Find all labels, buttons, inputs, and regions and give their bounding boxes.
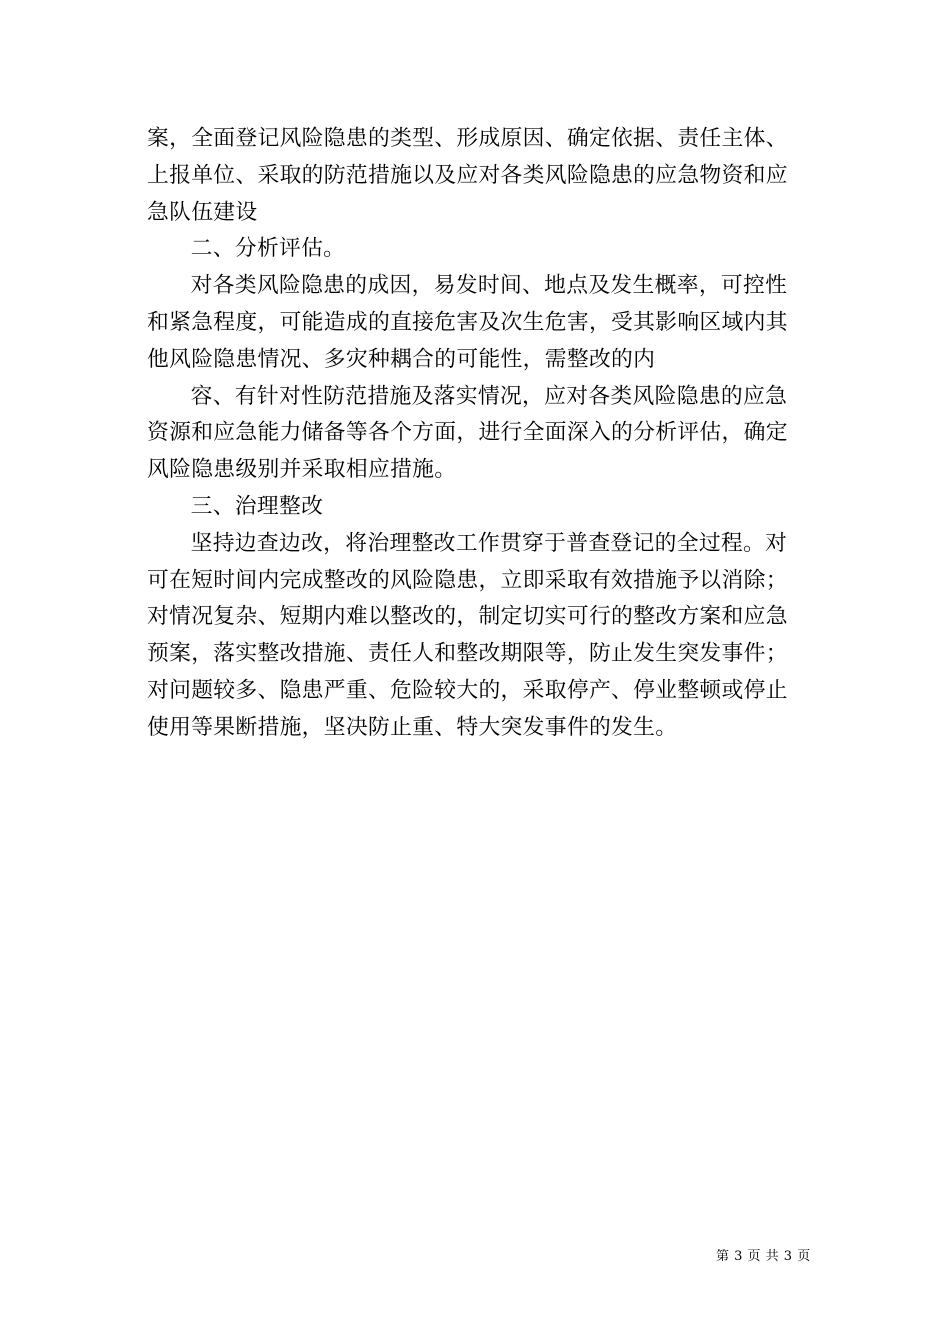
- text-line: 二、分析评估。: [190, 236, 346, 262]
- page-number-footer: 第 3 页 共 3 页: [716, 1249, 811, 1264]
- text-line: 案，全面登记风险隐患的类型、形成原因、确定依据、责任主体、: [147, 126, 788, 151]
- text-line: 坚持边查边改，将治理整改工作贯穿于普查登记的全过程。对: [190, 530, 788, 556]
- text-line: 对问题较多、隐患严重、危险较大的，采取停产、停业整顿或停止: [147, 677, 788, 703]
- text-line: 容、有针对性防范措施及落实情况，应对各类风险隐患的应急: [190, 383, 788, 409]
- text-line: 可在短时间内完成整改的风险隐患，立即采取有效措施予以消除；: [147, 567, 788, 593]
- text-line: 使用等果断措施，坚决防止重、特大突发事件的发生。: [147, 714, 678, 740]
- text-line: 预案，落实整改措施、责任人和整改期限等，防止发生突发事件；: [147, 641, 788, 667]
- text-line: 对情况复杂、短期内难以整改的，制定切实可行的整改方案和应急: [147, 604, 788, 630]
- text-line: 他风险隐患情况、多灾种耦合的可能性，需整改的内: [147, 346, 656, 372]
- text-line: 对各类风险隐患的成因，易发时间、地点及发生概率，可控性: [190, 273, 788, 299]
- document-body: [147, 121, 807, 747]
- text-line: 和紧急程度，可能造成的直接危害及次生危害，受其影响区域内其: [147, 309, 788, 335]
- text-line: 三、治理整改: [190, 493, 324, 519]
- text-line: 资源和应急能力储备等各个方面，进行全面深入的分析评估，确定: [147, 420, 788, 446]
- text-line: 急队伍建设: [147, 199, 258, 225]
- text-line: 风险隐患级别并采取相应措施。: [147, 457, 457, 483]
- text-line: 上报单位、采取的防范措施以及应对各类风险隐患的应急物资和应: [147, 162, 788, 188]
